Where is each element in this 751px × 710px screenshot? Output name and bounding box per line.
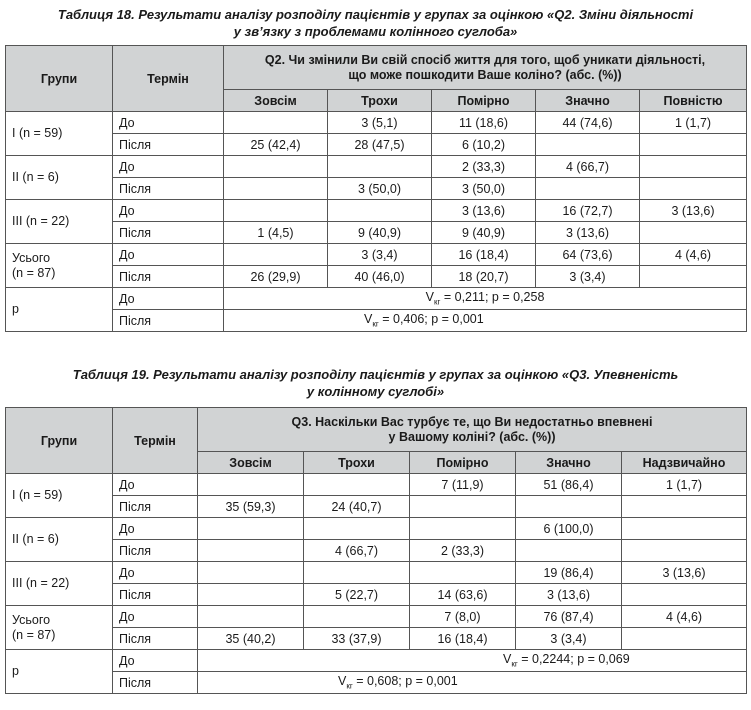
term-cell: До [113, 112, 224, 134]
data-cell [536, 178, 640, 200]
stat-subscript: кг [346, 681, 353, 691]
term-cell: Після [113, 310, 224, 332]
data-cell: 3 (13,6) [536, 222, 640, 244]
table-row [6, 112, 747, 134]
table-row [6, 672, 747, 694]
data-cell [640, 266, 747, 288]
data-cell [198, 474, 304, 496]
table-row [6, 650, 747, 672]
header-term: Термін [113, 408, 198, 474]
data-cell: 3 (3,4) [328, 244, 432, 266]
data-cell [640, 222, 747, 244]
data-cell: 18 (20,7) [432, 266, 536, 288]
data-cell: 3 (50,0) [328, 178, 432, 200]
group-label-line: Усього [12, 250, 51, 265]
term-cell: До [113, 244, 224, 266]
data-cell: 76 (87,4) [516, 606, 622, 628]
table-row [6, 156, 747, 178]
data-cell [622, 540, 747, 562]
data-cell [328, 156, 432, 178]
stat-v: V [364, 312, 373, 327]
data-cell [198, 562, 304, 584]
group-label: III (n = 22) [6, 562, 113, 606]
data-cell: 3 (13,6) [640, 200, 747, 222]
header-groups: Групи [6, 408, 113, 474]
header-term: Термін [113, 46, 224, 112]
term-cell: Після [113, 672, 198, 694]
stat-v: V [503, 652, 512, 667]
data-cell [410, 518, 516, 540]
data-cell: 16 (18,4) [432, 244, 536, 266]
group-label: I (n = 59) [6, 112, 113, 156]
group-label: I (n = 59) [6, 474, 113, 518]
table-row [6, 244, 747, 266]
table-row [6, 518, 747, 540]
header-question [224, 46, 747, 90]
table-row [6, 310, 747, 332]
data-cell: 4 (66,7) [536, 156, 640, 178]
term-cell: Після [113, 266, 224, 288]
table-row [6, 496, 747, 518]
data-cell: 3 (3,4) [516, 628, 622, 650]
term-cell: Після [113, 178, 224, 200]
header-answer: Повністю [640, 90, 747, 112]
data-cell [536, 134, 640, 156]
data-cell: 3 (13,6) [622, 562, 747, 584]
stat-cell [224, 288, 747, 310]
data-cell: 7 (11,9) [410, 474, 516, 496]
data-cell [328, 200, 432, 222]
data-cell [516, 540, 622, 562]
stat-subscript: кг [372, 319, 379, 329]
stat-value: = 0,608; p = 0,001 [352, 674, 458, 689]
group-label: II (n = 6) [6, 518, 113, 562]
group-label-line: Усього [12, 612, 51, 627]
data-cell: 35 (40,2) [198, 628, 304, 650]
data-cell: 1 (1,7) [622, 474, 747, 496]
data-cell [622, 518, 747, 540]
p-label: р [6, 650, 113, 694]
table-row [6, 266, 747, 288]
term-cell: Після [113, 496, 198, 518]
p-label: р [6, 288, 113, 332]
stat-value: = 0,2244; p = 0,069 [517, 652, 630, 667]
data-cell: 4 (4,6) [622, 606, 747, 628]
header-answer: Зовсім [224, 90, 328, 112]
table-row [6, 222, 747, 244]
header-groups: Групи [6, 46, 113, 112]
data-cell: 9 (40,9) [328, 222, 432, 244]
data-cell [224, 156, 328, 178]
data-cell: 2 (33,3) [410, 540, 516, 562]
caption-line: Таблиця 18. Результати аналізу розподілу пацієнтів у групах за оцінкою «Q2. Зміни діяльності [57, 7, 694, 22]
table-18-caption [0, 6, 751, 40]
data-cell [198, 584, 304, 606]
data-cell: 4 (4,6) [640, 244, 747, 266]
data-cell [304, 562, 410, 584]
table-row [6, 540, 747, 562]
header-answer: Надзвичайно [622, 452, 747, 474]
term-cell: До [113, 156, 224, 178]
data-cell [224, 200, 328, 222]
term-cell: Після [113, 134, 224, 156]
header-answer: Значно [516, 452, 622, 474]
caption-line: у колінному суглобі» [306, 384, 445, 399]
data-cell [198, 540, 304, 562]
table-19-caption [0, 366, 751, 400]
stat-cell [224, 310, 747, 332]
data-cell: 6 (100,0) [516, 518, 622, 540]
data-cell: 11 (18,6) [432, 112, 536, 134]
data-cell: 64 (73,6) [536, 244, 640, 266]
stat-cell [198, 650, 747, 672]
data-cell: 3 (13,6) [432, 200, 536, 222]
term-cell: Після [113, 628, 198, 650]
table-row [6, 628, 747, 650]
data-cell: 24 (40,7) [304, 496, 410, 518]
data-cell [198, 606, 304, 628]
data-cell [224, 244, 328, 266]
term-cell: До [113, 288, 224, 310]
data-cell [304, 606, 410, 628]
data-cell [410, 496, 516, 518]
table-18 [5, 45, 747, 332]
table-row [6, 178, 747, 200]
table-row [6, 606, 747, 628]
data-cell [622, 584, 747, 606]
data-cell: 3 (13,6) [516, 584, 622, 606]
data-cell: 3 (3,4) [536, 266, 640, 288]
header-answer: Помірно [410, 452, 516, 474]
table-row [6, 474, 747, 496]
group-label-line: (n = 87) [12, 265, 56, 280]
data-cell [516, 496, 622, 518]
stat-v: V [338, 674, 347, 689]
question-line: що може пошкодити Ваше коліно? (абс. (%)) [348, 67, 622, 82]
group-label: III (n = 22) [6, 200, 113, 244]
data-cell: 3 (5,1) [328, 112, 432, 134]
question-line: Q3. Наскільки Вас турбує те, що Ви недостатньо впевнені [291, 414, 653, 429]
stat-value: = 0,406; p = 0,001 [378, 312, 484, 327]
question-line: Q2. Чи змінили Ви свій спосіб життя для того, щоб уникати діяльності, [264, 52, 706, 67]
table-19 [5, 407, 747, 694]
table-row [6, 288, 747, 310]
stat-v: V [425, 290, 434, 305]
data-cell: 14 (63,6) [410, 584, 516, 606]
header-question [198, 408, 747, 452]
data-cell [640, 178, 747, 200]
term-cell: До [113, 200, 224, 222]
group-label-line: (n = 87) [12, 627, 56, 642]
term-cell: До [113, 474, 198, 496]
data-cell: 1 (1,7) [640, 112, 747, 134]
data-cell [640, 156, 747, 178]
data-cell: 2 (33,3) [432, 156, 536, 178]
table-row [6, 562, 747, 584]
data-cell: 19 (86,4) [516, 562, 622, 584]
term-cell: До [113, 518, 198, 540]
term-cell: Після [113, 540, 198, 562]
data-cell: 44 (74,6) [536, 112, 640, 134]
stat-subscript: кг [511, 659, 518, 669]
data-cell: 5 (22,7) [304, 584, 410, 606]
data-cell: 6 (10,2) [432, 134, 536, 156]
data-cell: 16 (18,4) [410, 628, 516, 650]
data-cell [304, 474, 410, 496]
data-cell [224, 112, 328, 134]
data-cell: 4 (66,7) [304, 540, 410, 562]
data-cell: 40 (46,0) [328, 266, 432, 288]
caption-line: Таблиця 19. Результати аналізу розподілу пацієнтів у групах за оцінкою «Q3. Упевненість [72, 367, 679, 382]
data-cell: 26 (29,9) [224, 266, 328, 288]
data-cell [622, 496, 747, 518]
data-cell: 25 (42,4) [224, 134, 328, 156]
term-cell: До [113, 650, 198, 672]
stat-cell [198, 672, 747, 694]
term-cell: Після [113, 584, 198, 606]
data-cell [224, 178, 328, 200]
data-cell: 16 (72,7) [536, 200, 640, 222]
term-cell: До [113, 606, 198, 628]
header-answer: Трохи [328, 90, 432, 112]
group-label-total [6, 606, 113, 650]
table-row [6, 134, 747, 156]
data-cell: 28 (47,5) [328, 134, 432, 156]
table-row [6, 200, 747, 222]
caption-line: у зв’язку з проблемами колінного суглоба» [233, 24, 518, 39]
data-cell [304, 518, 410, 540]
data-cell: 35 (59,3) [198, 496, 304, 518]
data-cell: 51 (86,4) [516, 474, 622, 496]
data-cell: 9 (40,9) [432, 222, 536, 244]
data-cell [622, 628, 747, 650]
stat-subscript: кг [433, 297, 441, 307]
table-row [6, 584, 747, 606]
header-answer: Помірно [432, 90, 536, 112]
data-cell: 3 (50,0) [432, 178, 536, 200]
data-cell: 1 (4,5) [224, 222, 328, 244]
header-answer: Зовсім [198, 452, 304, 474]
header-answer: Трохи [304, 452, 410, 474]
data-cell: 33 (37,9) [304, 628, 410, 650]
stat-value: = 0,211; p = 0,258 [440, 290, 545, 305]
data-cell [198, 518, 304, 540]
data-cell: 7 (8,0) [410, 606, 516, 628]
data-cell [410, 562, 516, 584]
header-answer: Значно [536, 90, 640, 112]
group-label-total [6, 244, 113, 288]
group-label: II (n = 6) [6, 156, 113, 200]
data-cell [640, 134, 747, 156]
term-cell: Після [113, 222, 224, 244]
question-line: у Вашому коліні? (абс. (%)) [388, 429, 556, 444]
term-cell: До [113, 562, 198, 584]
